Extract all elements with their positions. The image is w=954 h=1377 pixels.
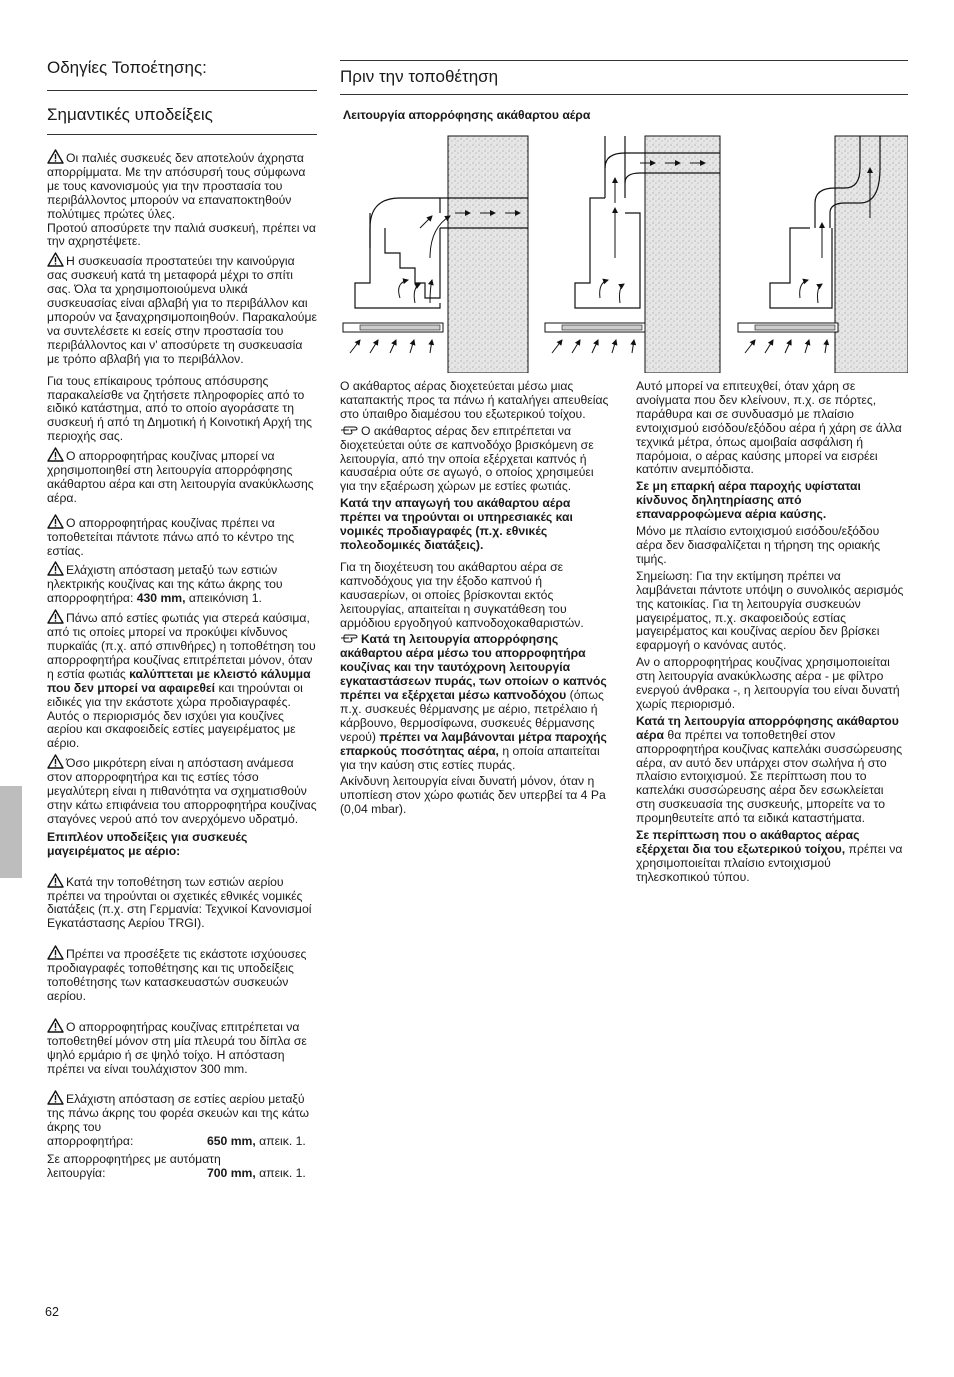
warning-triangle-icon [47,252,64,267]
paragraph: Ελάχιστη απόσταση μεταξύ των εστιών ηλεκτρικής κουζίνας και της κάτω άκρης του απορροφητήρα: 430 mm, απεικόνιση 1. [47,563,283,606]
paragraph: Κατά τη λειτουργία απορρόφησης ακάθαρτου αέρα μέσω του απορροφητήρα κουζίνας και την ταυτόχρονη λειτουργία εγκαταστάσεων πυράς, των οποίων ο καπνός πρέπει να εξέρχεται μέσω καπνοδόχου (όπως π.χ. συσκευές θέρμανσης με αέριο, πετρέλαιο ή κάρβουνο, θερμοσίφωνα, συσκευές θέρμανσης νερού) πρέπει να λαμβάνονται μέτρα παροχής επαρκούς ποσότητας αέρα, η οποία απαιτείται για την καύση στις εστίες πυράς. [340,632,607,772]
paragraph: Οι παλιές συσκευές δεν αποτελούν άχρηστα απορρίμματα. Με την απόσυρσή τους σύμφωνα με τους κανονισμούς για την προστασία του περιβάλλοντος μπορούν να επαναποκτηθούν πολύτιμες πρώτες ύλες. Προτού αποσύρετε την παλιά συσκευή, πρέπει να την αχρηστέψετε. [47,151,316,249]
exhaust-air-diagram [340,108,908,373]
figure-title: Λειτουργία απορρόφησης ακάθαρτου αέρα [343,108,591,122]
paragraph: Σε περίπτωση που ο ακάθαρτος αέρας εξέρχεται δια του εξωτερικού τοίχου, πρέπει να χρησιμοποιείται πλαίσιο εντοιχισμού τηλεσκοπικού τύπου. [636,828,903,884]
side-tab-marker [0,786,22,878]
paragraph: Ελάχιστη απόσταση σε εστίες αερίου μεταξύ της πάνω άκρης του φορέα σκευών και της κάτω άκρης του [47,1092,309,1135]
right-header [340,60,908,95]
distance-row: απορροφητήρα: 650 mm, απεικ. 1. [47,1134,306,1149]
distance-row-prefix: Σε απορροφητήρες με αυτόματη [47,1152,221,1167]
warning-triangle-icon [47,873,64,888]
gas-heading: Επιπλέον υποδείξεις για συσκευές μαγειρέματος με αέριο: [47,829,248,858]
diagram-panel-1 [343,136,528,373]
diagram-panel-3 [738,136,908,373]
paragraph: Κατά την απαγωγή του ακάθαρτου αέρα πρέπει να τηρούνται οι υπηρεσιακές και νομικές προδιαγραφές (π.χ. εθνικές πολεοδομικές διατάξεις). [340,496,573,552]
divider [340,94,908,95]
paragraph: Σημείωση: Για την εκτίμηση πρέπει να λαμβάνεται πάντοτε υπόψη ο συνολικός αερισμός της κατοικίας. Για τη λειτουργία συσκευών μαγειρέματος, π.χ. σκαφοειδούς εστίας μαγειρέματος και κουζίνας αερίου δεν βρίσκει εφαρμογή ο κανόνας αυτός. [636,568,904,653]
paragraph: Για τη διοχέτευση του ακάθαρτου αέρα σε καπνοδόχους για την έξοδο καπνού ή καυσαερίων, οι οποίες βρίσκονται εκτός λειτουργίας, απαιτείται η συγκατάθεση του αρμόδιου εργοδηγού καπνοδοχοκαθαριστών. [340,559,584,630]
section-title: Πριν την τοποθέτηση [340,67,499,86]
paragraph: Πρέπει να προσέξετε τις εκάστοτε ισχύουσες προδιαγραφές τοποθέτησης και τις υποδείξεις τοποθέτησης των κατασκευαστών συσκευών αερίου. [47,947,307,1003]
warning-triangle-icon [47,1090,64,1105]
paragraph: Αυτό μπορεί να επιτευχθεί, όταν χάρη σε ανοίγματα που δεν κλείνουν, π.χ. σε πόρτες, παράθυρα και σε συνδυασμό με πλαίσιο εντοιχισμού εισόδου/εξόδου αέρα ή χάρη σε άλλα τεχνικά μέτρα, όπως αμοιβαία ασφάλιση ή παρόμοια, ο αέρας καύσης μπορεί να εισρέει κατόπιν ανεμπόδιστα. [636,379,902,477]
paragraph: Μόνο με πλαίσιο εντοιχισμού εισόδου/εξόδου αέρα δεν διασφαλίζεται η τήρηση της οριακής τιμής. [636,524,881,566]
paragraph: Αν ο απορροφητήρας κουζίνας χρησιμοποιείται στη λειτουργία ανακύκλωσης αέρα - με φίλτρο ενεργού άνθρακα -, η λειτουργία του είναι δυνατή χωρίς περιορισμό. [636,655,900,711]
left-column [47,58,317,1181]
section-title: Σημαντικές υποδείξεις [47,105,213,124]
page-title: Οδηγίες Τοποέτησης: [47,58,207,77]
pointing-hand-icon [340,425,358,435]
diagram-panel-2 [545,136,720,373]
divider [340,60,908,61]
warning-triangle-icon [47,754,64,769]
paragraph: Για τους επίκαιρους τρόπους απόσυρσης παρακαλείσθε να ζητήσετε πληροφορίες από το ειδικό κατάστημα, από το οποίο αγοράσατε τη συσκευή ή από τη Δημοτική ή Κοινοτική Αρχή της περιοχής σας. [47,373,313,444]
warning-triangle-icon [47,447,64,462]
pointing-hand-icon [340,633,358,643]
paragraph: Πάνω από εστίες φωτιάς για στερεά καύσιμα, από τις οποίες μπορεί να προκύψει κίνδυνος πυρκαϊάς (π.χ. από σπινθήρες) η τοποθέτηση του απορροφητήρα κουζίνας επιτρέπεται μόνον, όταν η εστία φωτιάς καλύπτεται με κλειστό κάλυμμα που δεν μπορεί να αφαιρεθεί και τηρούνται οι ειδικές για την εκάστοτε χώρα προδιαγραφές. Αυτός ο περιορισμός δεν ισχύει για κουζίνες αερίου και σκαφοειδείς εστίες μαγειρέματος με αέριο. [47,611,316,751]
paragraph: Ο απορροφητήρας κουζίνας επιτρέπεται να τοποθετηθεί μόνον στη μία πλευρά του δίπλα σε ψηλό ερμάριο ή σε ψηλό τοίχο. Η απόσταση πρέπει να είναι τουλάχιστον 300 mm. [47,1019,307,1076]
divider [47,90,317,91]
warning-triangle-icon [47,609,64,624]
middle-column [340,380,610,820]
warning-triangle-icon [47,561,64,576]
paragraph: Ο ακάθαρτος αέρας διοχετεύεται μέσω μιας καταπακτής προς τα πάνω ή καταλήγει απευθείας στο ύπαιθρο διαμέσου του εξωτερικού τοίχου. [340,379,609,421]
paragraph: Ο απορροφητήρας κουζίνας πρέπει να τοποθετείται πάντοτε πάνω από το κέντρο της εστίας. [47,515,295,558]
warning-triangle-icon [47,514,64,529]
warning-triangle-icon [47,945,64,960]
divider [47,134,317,135]
warning-triangle-icon [47,1018,64,1033]
paragraph: Κατά τη λειτουργία απορρόφησης ακάθαρτου αέρα θα πρέπει να τοποθετηθεί στον απορροφητήρα κουζίνας καπελάκι συσσώρευσης αέρα, αν αυτό δεν υπάρχει στον σωλήνα ή στο πλαίσιο εντοιχισμού. Σε περίπτωση που το καπελάκι συσσώρευσης αέρα δεν εσωκλείεται στη συσκευασία της συσκευής, μπορείτε να το προμηθευτείτε από τα ειδικά καταστήματα. [636,713,903,826]
paragraph: Ακίνδυνη λειτουργία είναι δυνατή μόνον, όταν η υποπίεση στον χώρο φωτιάς δεν υπερβεί τα 4 Pa (0,04 mbar). [340,774,606,817]
paragraph: Κατά την τοποθέτηση των εστιών αερίου πρέπει να τηρούνται οι σχετικές εθνικές νομικές διατάξεις (π.χ. στη Γερμανία: Τεχνικοί Κανονισμοί Εγκατάστασης Αερίου TRGI). [47,874,312,931]
right-column [636,380,904,888]
warning-triangle-icon [47,149,64,164]
paragraph: Ο ακάθαρτος αέρας δεν επιτρέπεται να διοχετεύεται ούτε σε καπνοδόχο βρισκόμενη σε λειτουργία, από την οποία εξέρχεται καπνός ή καυσαέρια ούτε σε αγωγό, ο οποίος χρησιμεύει για την εξαέρωση χώρων με εστίες φωτιάς. [340,423,594,494]
paragraph: Η συσκευασία προστατεύει την καινούργια σας συσκευή κατά τη μεταφορά μέχρι το σπίτι σας. Όλα τα χρησιμοποιούμενα υλικά συσκευασίας είναι αβλαβή για το περιβάλλον και μπορούν να ξαναχρησιμοποιηθούν. Παρακαλούμε να συντελέσετε κι εσείς στην προστασία του περιβάλλοντος και ν' αποσύρετε τη συσκευασία με τρόπο αβλαβή για το περιβάλλον. [47,254,317,366]
distance-row: λειτουργία: 700 mm, απεικ. 1. [47,1166,306,1180]
page-number: 62 [45,1305,59,1319]
paragraph: Σε μη επαρκή αέρα παροχής υφίσταται κίνδυνος δηλητηρίασης από επαναρροφώμενα αέρια καύσης. [636,479,861,522]
paragraph: Ο απορροφητήρας κουζίνας μπορεί να χρησιμοποιηθεί στη λειτουργία απορρόφησης ακάθαρτου αέρα και στη λειτουργία ανακύκλωσης αέρα. [47,449,314,505]
paragraph: Όσο μικρότερη είναι η απόσταση ανάμεσα στον απορροφητήρα και τις εστίες τόσο μεγαλύτερη είναι η πιθανότητα να σχηματισθούν στην κάτω επιφάνεια του απορροφητήρα κουζίνας σταγόνες νερού από τον ανερχόμενο υδρατμό. [47,756,317,826]
